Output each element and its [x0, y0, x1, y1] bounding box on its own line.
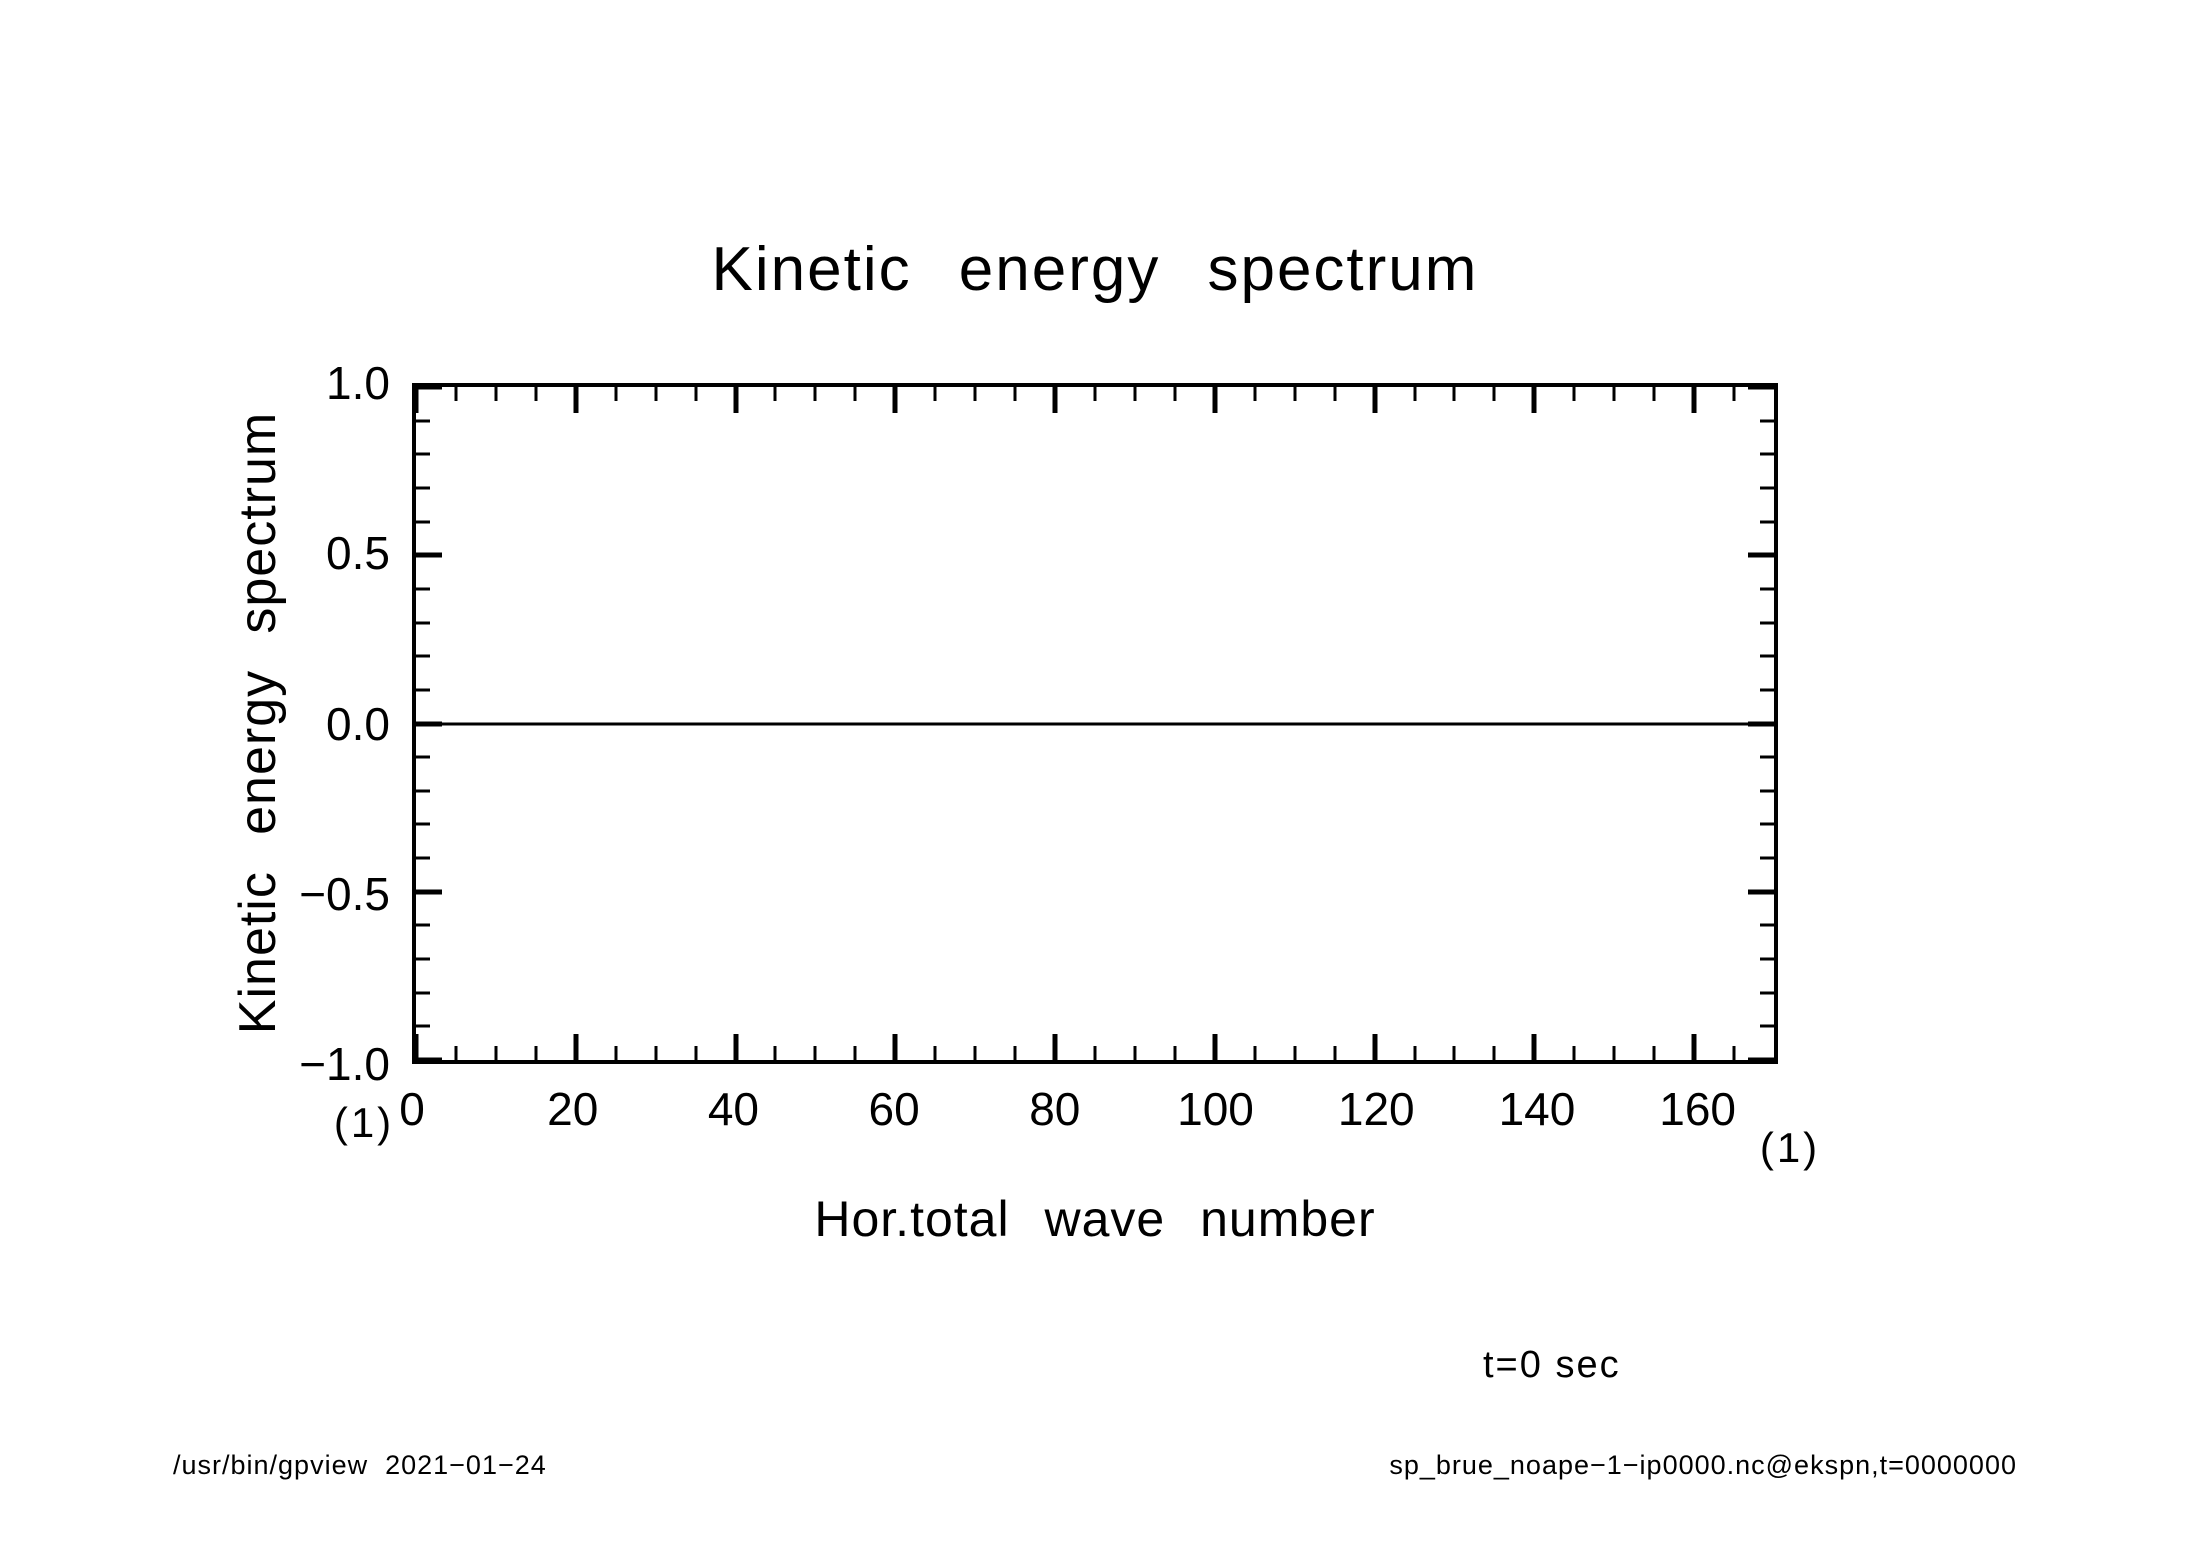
x-minor-tick [1333, 1046, 1336, 1060]
x-minor-tick [534, 1046, 537, 1060]
y-minor-tick [416, 1025, 430, 1028]
x-minor-tick [1253, 387, 1256, 401]
chart-title: Kinetic energy spectrum [711, 235, 1479, 304]
y-minor-tick [416, 991, 430, 994]
x-minor-tick [774, 387, 777, 401]
y-minor-tick [1760, 857, 1774, 860]
y-minor-tick [416, 486, 430, 489]
x-minor-tick [614, 1046, 617, 1060]
x-major-tick [1532, 387, 1537, 413]
x-minor-tick [1573, 387, 1576, 401]
x-major-tick [414, 1034, 419, 1060]
y-major-tick [1748, 889, 1774, 894]
x-major-tick [733, 1034, 738, 1060]
x-axis-tick-labels [399, 1082, 1778, 1142]
x-major-tick [1692, 387, 1697, 413]
plot-area [412, 383, 1778, 1064]
x-tick-label: 160 [1659, 1083, 1737, 1135]
x-tick-label: 100 [1177, 1083, 1254, 1135]
x-minor-tick [694, 1046, 697, 1060]
x-minor-tick [1333, 387, 1336, 401]
x-minor-tick [934, 1046, 937, 1060]
y-axis-unit-label: (1) [333, 1099, 395, 1146]
y-minor-tick [416, 688, 430, 691]
x-tick-label: 20 [547, 1083, 599, 1135]
footer-data-source: sp_brue_noape−1−ip0000.nc@ekspn,t=0000000 [1389, 1450, 2017, 1480]
x-axis-title: Hor.total wave number [814, 1191, 1376, 1247]
x-major-tick [733, 387, 738, 413]
x-minor-tick [1613, 387, 1616, 401]
x-major-tick [414, 387, 419, 413]
y-minor-tick [416, 520, 430, 523]
x-minor-tick [814, 387, 817, 401]
x-major-tick [893, 1034, 898, 1060]
x-minor-tick [1493, 1046, 1496, 1060]
y-axis-tick-labels [0, 357, 390, 1090]
x-major-tick [573, 387, 578, 413]
y-minor-tick [416, 756, 430, 759]
x-minor-tick [1453, 1046, 1456, 1060]
x-minor-tick [854, 1046, 857, 1060]
y-minor-tick [1760, 587, 1774, 590]
x-major-tick [1372, 1034, 1377, 1060]
y-major-tick [416, 385, 442, 390]
y-major-tick [1748, 385, 1774, 390]
x-minor-tick [1014, 387, 1017, 401]
x-major-tick [1692, 1034, 1697, 1060]
x-tick-label: 120 [1337, 1083, 1415, 1135]
x-minor-tick [1413, 387, 1416, 401]
x-minor-tick [1133, 1046, 1136, 1060]
y-minor-tick [416, 789, 430, 792]
x-minor-tick [1613, 1046, 1616, 1060]
x-minor-tick [1173, 1046, 1176, 1060]
x-minor-tick [1653, 1046, 1656, 1060]
footer-command-and-date: /usr/bin/gpview 2021−01−24 [173, 1450, 547, 1480]
x-minor-tick [654, 387, 657, 401]
x-minor-tick [614, 387, 617, 401]
x-minor-tick [454, 1046, 457, 1060]
x-minor-tick [1293, 387, 1296, 401]
y-minor-tick [416, 453, 430, 456]
x-minor-tick [1253, 1046, 1256, 1060]
y-tick-label: −0.5 [299, 867, 390, 920]
x-minor-tick [854, 387, 857, 401]
y-tick-label: 0.5 [326, 527, 390, 580]
y-minor-tick [1760, 621, 1774, 624]
y-minor-tick [1760, 655, 1774, 658]
x-minor-tick [694, 387, 697, 401]
y-minor-tick [416, 924, 430, 927]
y-minor-tick [1760, 756, 1774, 759]
x-minor-tick [494, 1046, 497, 1060]
y-minor-tick [1760, 924, 1774, 927]
y-minor-tick [1760, 789, 1774, 792]
x-minor-tick [1653, 387, 1656, 401]
y-major-tick [416, 1058, 442, 1063]
y-minor-tick [1760, 958, 1774, 961]
y-tick-label: −1.0 [299, 1038, 390, 1090]
x-major-tick [573, 1034, 578, 1060]
y-minor-tick [1760, 419, 1774, 422]
x-minor-tick [534, 387, 537, 401]
x-major-tick [1372, 387, 1377, 413]
x-minor-tick [934, 387, 937, 401]
x-minor-tick [1413, 1046, 1416, 1060]
x-axis-unit-label: (1) [1759, 1124, 1821, 1171]
x-minor-tick [1733, 1046, 1736, 1060]
y-minor-tick [1760, 688, 1774, 691]
y-major-tick [416, 553, 442, 558]
x-minor-tick [494, 387, 497, 401]
x-minor-tick [1133, 387, 1136, 401]
y-major-tick [416, 889, 442, 894]
x-minor-tick [1573, 1046, 1576, 1060]
x-minor-tick [1094, 1046, 1097, 1060]
series-line [416, 722, 1774, 725]
x-minor-tick [1094, 387, 1097, 401]
x-major-tick [1532, 1034, 1537, 1060]
x-major-tick [1053, 387, 1058, 413]
y-minor-tick [1760, 486, 1774, 489]
x-tick-label: 40 [707, 1083, 759, 1135]
x-minor-tick [1453, 387, 1456, 401]
y-minor-tick [416, 587, 430, 590]
y-tick-label: 0.0 [326, 697, 390, 750]
y-minor-tick [1760, 520, 1774, 523]
x-minor-tick [454, 387, 457, 401]
y-minor-tick [416, 958, 430, 961]
x-minor-tick [1493, 387, 1496, 401]
x-major-tick [1212, 387, 1217, 413]
x-minor-tick [654, 1046, 657, 1060]
x-minor-tick [774, 1046, 777, 1060]
y-major-tick [1748, 553, 1774, 558]
y-minor-tick [416, 419, 430, 422]
y-minor-tick [416, 621, 430, 624]
y-major-tick [1748, 1058, 1774, 1063]
x-tick-label: 60 [868, 1083, 920, 1135]
y-minor-tick [416, 655, 430, 658]
x-tick-label: 0 [399, 1083, 425, 1135]
y-minor-tick [1760, 823, 1774, 826]
x-minor-tick [1014, 1046, 1017, 1060]
x-major-tick [1053, 1034, 1058, 1060]
y-minor-tick [1760, 453, 1774, 456]
y-minor-tick [1760, 991, 1774, 994]
x-minor-tick [814, 1046, 817, 1060]
x-major-tick [1212, 1034, 1217, 1060]
y-axis-title: Kinetic energy spectrum [229, 411, 287, 1035]
y-minor-tick [1760, 1025, 1774, 1028]
y-minor-tick [416, 823, 430, 826]
x-minor-tick [974, 387, 977, 401]
x-tick-label: 140 [1498, 1083, 1576, 1135]
time-annotation: t=0 sec [1483, 1344, 1621, 1386]
x-major-tick [893, 387, 898, 413]
x-minor-tick [1733, 387, 1736, 401]
x-tick-label: 80 [1029, 1083, 1081, 1135]
x-minor-tick [974, 1046, 977, 1060]
x-minor-tick [1293, 1046, 1296, 1060]
x-minor-tick [1173, 387, 1176, 401]
y-minor-tick [416, 857, 430, 860]
y-tick-label: 1.0 [326, 357, 390, 409]
